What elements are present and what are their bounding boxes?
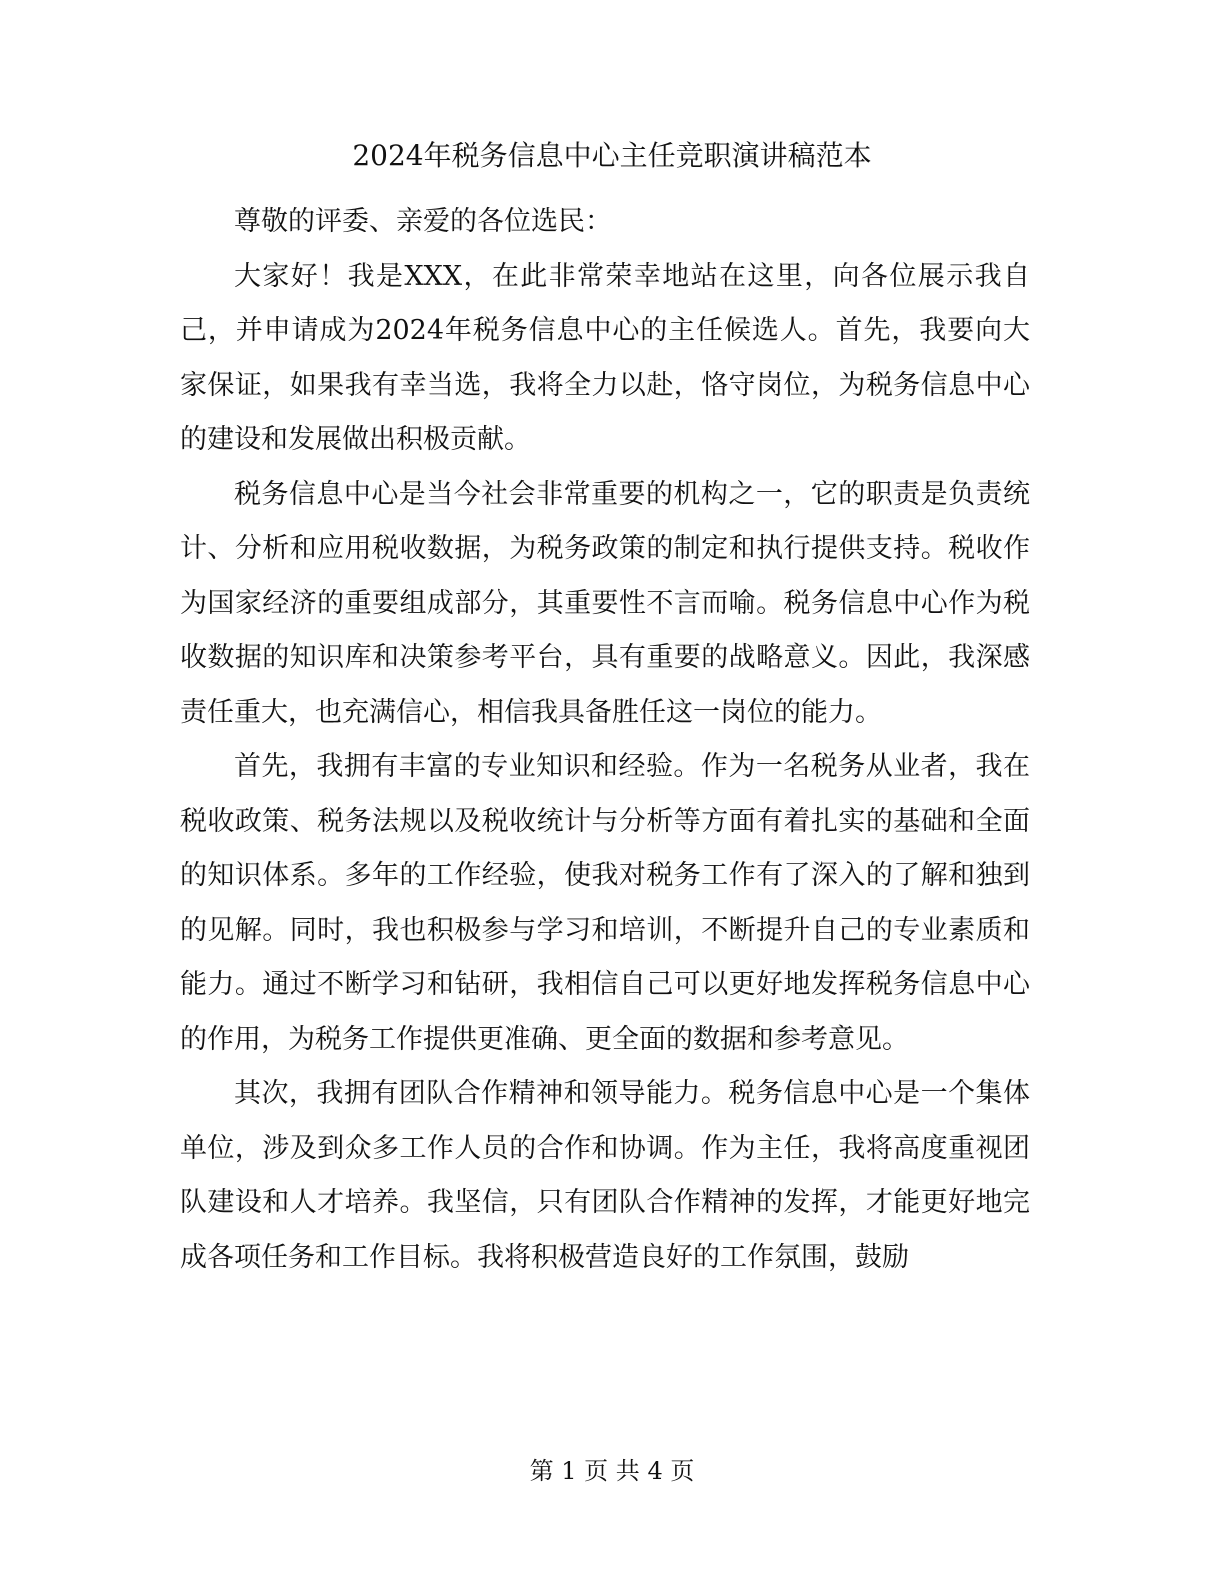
salutation-paragraph: 尊敬的评委、亲爱的各位选民： [234,206,612,237]
document-title: 2024年税务信息中心主任竞职演讲稿范本 [352,139,872,172]
intro-paragraph: 大家好！我是XXX，在此非常荣幸地站在这里，向各位展示我自己，并申请成为2024年税务信息中心的主任候选人。首先，我要向大家保证，如果我有幸当选，我将全力以赴，恪守岗位，为税务信息中心的建设和发展做出积极贡献。 [180,260,1030,455]
teamwork-paragraph: 其次，我拥有团队合作精神和领导能力。税务信息中心是一个集体单位，涉及到众多工作人员的合作和协调。作为主任，我将高度重视团队建设和人才培养。我坚信，只有团队合作精神的发挥，才能更好地完成各项任务和工作目标。我将积极营造良好的工作氛围，鼓励 [180,1078,1030,1273]
expertise-paragraph: 首先，我拥有丰富的专业知识和经验。作为一名税务从业者，我在税收政策、税务法规以及税收统计与分析等方面有着扎实的基础和全面的知识体系。多年的工作经验，使我对税务工作有了深入的了解和独到的见解。同时，我也积极参与学习和培训，不断提升自己的专业素质和能力。通过不断学习和钻研，我相信自己可以更好地发挥税务信息中心的作用，为税务工作提供更准确、更全面的数据和参考意见。 [180,751,1030,1055]
page-number-footer: 第 1 页 共 4 页 [529,1457,695,1485]
document-body [180,195,1030,1285]
role-paragraph: 税务信息中心是当今社会非常重要的机构之一，它的职责是负责统计、分析和应用税收数据，为税务政策的制定和执行提供支持。税收作为国家经济的重要组成部分，其重要性不言而喻。税务信息中心作为税收数据的知识库和决策参考平台，具有重要的战略意义。因此，我深感责任重大，也充满信心，相信我具备胜任这一岗位的能力。 [180,478,1030,728]
